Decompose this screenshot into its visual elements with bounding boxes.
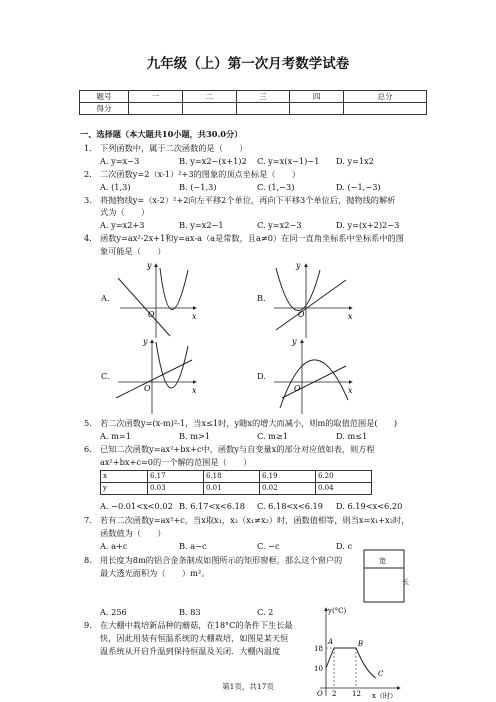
parabola — [160, 268, 188, 310]
question-text: 快，因此用装有恒温系统的大棚栽培，如图是某天恒 — [100, 633, 289, 643]
option-c: C. 6.18<x<6.19 — [257, 501, 323, 511]
length-label: 长 — [402, 578, 409, 586]
table-cell: 0.02 — [260, 483, 316, 495]
question-number: 9. — [84, 620, 92, 630]
question-text: 将抛物线y=（x-2）²+2向左平移2个单位，再向下平移3个单位后，抛物线的解析 — [100, 195, 396, 205]
option-d: D. y=(x+2)2−3 — [336, 220, 400, 230]
option-b: B. (−1,3) — [179, 182, 217, 192]
line — [276, 280, 346, 330]
x-label: x — [348, 312, 353, 321]
parabola — [276, 268, 320, 311]
parabola — [280, 360, 348, 408]
option-d: D. c — [336, 541, 353, 551]
origin-label: O — [148, 310, 155, 319]
option-c: C. y=x(x−1)−1 — [257, 156, 320, 166]
table-cell: x — [101, 471, 148, 483]
option-d: D. m≤1 — [336, 431, 368, 441]
question-text: 温系统从开启升温到保持恒温及关闭．大棚内温度 — [100, 646, 281, 656]
option-b: B. y=x2−1 — [179, 220, 224, 230]
section-heading: 一、选择题（本大题共10小题，共30.0分） — [80, 129, 243, 139]
graph-a — [112, 260, 202, 340]
line — [118, 278, 170, 336]
x-label: x — [192, 386, 197, 395]
score-header: 二 — [182, 91, 236, 103]
question-number: 8. — [84, 555, 92, 565]
question-text: 若有二次函数y=ax²+c，当x取x₁，x₂（x₁≠x₂）时，函数值相等，则当x=x₁+x₂时， — [100, 515, 410, 525]
question-text: 若二次函数y=(x-m)²-1，当x≤1时，y随x的增大而减小，则m的取值范围是( ) — [100, 418, 398, 428]
value-table — [100, 470, 372, 495]
point-label: C — [378, 670, 384, 678]
table-cell: y — [101, 483, 148, 495]
option-d: D. y=1x2 — [336, 156, 374, 166]
question-text: 函数y=ax²-2x+1和y=ax-a（a是常数，且a≠0）在同一直角坐标系中坐标系中的图 — [100, 233, 404, 243]
option-c: C. −c — [257, 541, 280, 551]
score-header: 三 — [236, 91, 290, 103]
option-d: D. 6.19<x<6.20 — [336, 501, 403, 511]
page-footer: 第1页，共17页 — [222, 682, 274, 691]
score-cell — [344, 103, 427, 115]
window-frame-figure — [362, 548, 410, 606]
question-text: 最大透光面积为（ ）m²。 — [100, 568, 210, 578]
point-label: B — [358, 640, 364, 648]
score-cell — [182, 103, 236, 115]
x-label: x — [192, 312, 197, 321]
option-b: B. y=x2−(x+1)2 — [179, 156, 247, 166]
table-cell: 0.01 — [204, 483, 260, 495]
table-cell: 6.18 — [204, 471, 260, 483]
table-cell: 6.19 — [260, 471, 316, 483]
question-text: 已知二次函数y=ax²+bx+c中，函数y与自变量x的部分对应值如表，则方程 — [100, 444, 375, 454]
question-number: 4. — [84, 233, 92, 243]
option-a: A. (1,3) — [100, 182, 131, 192]
question-text: 用长度为8m的铝合金条制成如图所示的矩形窗框，那么这个窗户的 — [100, 555, 343, 565]
graph-d — [268, 336, 358, 416]
option-d: D. — [257, 371, 266, 381]
option-c: C. (1,−3) — [257, 182, 295, 192]
question-number: 1. — [84, 143, 92, 153]
option-d: D. (−1,−3) — [336, 182, 381, 192]
table-cell: 6.20 — [316, 471, 372, 483]
line — [116, 360, 192, 398]
option-a: A. y=x2+3 — [100, 220, 145, 230]
score-cell — [236, 103, 290, 115]
y-label: y — [296, 261, 301, 270]
option-a: A. a+c — [100, 541, 128, 551]
graph-c — [112, 336, 202, 416]
question-text: 二次函数y=2（x-1）²+3的图象的顶点坐标是（ ） — [100, 169, 301, 179]
option-b: B. 6.17<x<6.18 — [179, 501, 246, 511]
option-a: A. −0.01<x<0.02 — [100, 501, 173, 511]
option-b: B. a−c — [179, 541, 207, 551]
question-text: 下列函数中，属于二次函数的是（ ） — [100, 143, 248, 153]
option-a: A. y=x−3 — [100, 156, 140, 166]
score-header: 四 — [290, 91, 344, 103]
option-a: A. 256 — [100, 607, 127, 617]
y-label: y — [147, 261, 152, 270]
score-header: 题号 — [80, 91, 129, 103]
question-number: 2. — [84, 169, 92, 179]
width-label: 宽 — [379, 557, 386, 565]
option-b: B. 83 — [179, 607, 201, 617]
question-number: 3. — [84, 195, 92, 205]
option-a: A. — [101, 293, 110, 303]
x-label: x — [348, 386, 353, 395]
origin-label: O — [294, 384, 301, 393]
origin-label: O — [144, 384, 151, 393]
tick-y: 18 — [314, 645, 323, 653]
question-text: 函数值为（ ） — [100, 528, 166, 538]
tick-x: 12 — [352, 690, 361, 698]
score-row-label: 得分 — [80, 103, 129, 115]
tick-x: 2 — [332, 690, 337, 698]
score-table — [79, 90, 427, 115]
table-cell: 0.03 — [148, 483, 204, 495]
score-header: 总分 — [344, 91, 427, 103]
temperature-curve — [326, 648, 376, 678]
y-label: y — [292, 337, 297, 346]
table-cell: 6.17 — [148, 471, 204, 483]
y-axis-label: y(°C) — [328, 607, 347, 615]
option-c: C. 2 — [257, 607, 274, 617]
graph-b — [268, 260, 358, 340]
option-a: A. m=1 — [100, 431, 131, 441]
question-number: 6. — [84, 444, 92, 454]
y-label: y — [143, 337, 148, 346]
option-c: C. y=x2−3 — [257, 220, 302, 230]
score-header: 一 — [129, 91, 183, 103]
table-cell: 0.04 — [316, 483, 372, 495]
question-text: 式为（ ） — [100, 207, 150, 217]
question-text: 在大棚中栽培新品种的蘑菇，在18°C的条件下生长最 — [100, 620, 293, 630]
tick-x: O — [317, 690, 323, 698]
tick-y: 10 — [314, 665, 323, 673]
option-b: B. — [257, 293, 266, 303]
option-c: C. — [101, 371, 110, 381]
question-text: 象可能是（ ） — [100, 246, 166, 256]
question-number: 5. — [84, 418, 92, 428]
point-label: A — [328, 638, 334, 646]
score-cell — [129, 103, 183, 115]
option-b: B. m>1 — [179, 431, 211, 441]
parabola — [156, 342, 188, 388]
question-text: ax²+bx+c=0的一个解的范围是（ ） — [100, 457, 252, 467]
score-cell — [290, 103, 344, 115]
option-c: C. m≥1 — [257, 431, 289, 441]
origin-label: O — [298, 310, 305, 319]
page-title: 九年级（上）第一次月考数学试卷 — [146, 56, 350, 72]
x-axis-label: x（时） — [372, 692, 397, 700]
question-number: 7. — [84, 515, 92, 525]
